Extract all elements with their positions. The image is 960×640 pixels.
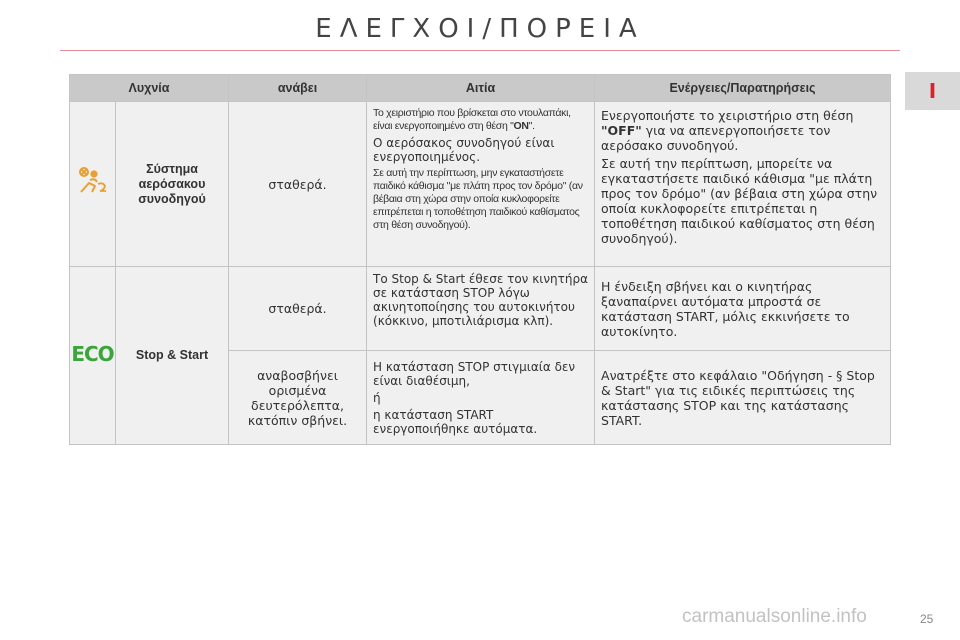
cause-stop-start-flashing: Η κατάσταση STOP στιγμιαία δεν είναι διαθέσιμη, ή η κατάσταση START ενεργοποιήθηκε αυτόματα.	[367, 351, 595, 445]
passenger-airbag-off-icon	[77, 166, 109, 198]
lamp-name-stop-start: Stop & Start	[116, 267, 229, 445]
action-airbag-child-seat: Σε αυτή την περίπτωση, μπορείτε να εγκαταστήσετε παιδικό κάθισμα "με πλάτη προς τον δρόμο" (αν βέβαια στη χώρα στην οποία κυκλοφορείτε επιτρέπεται η τοποθέτηση παιδικού καθίσματος στη θέση συνοδηγού).	[601, 156, 878, 246]
lights-stop-start-steady: σταθερά.	[229, 267, 367, 351]
title-divider	[60, 50, 900, 51]
airbag-icon-cell	[70, 102, 116, 267]
column-header-action: Ενέργειες/Παρατηρήσεις	[595, 75, 891, 102]
cause-airbag-switch: Το χειριστήριο που βρίσκεται στο ντουλαπάκι, είναι ενεργοποιημένο στη θέση "ON".	[373, 107, 571, 132]
table-header-row	[70, 75, 891, 102]
column-header-lights: ανάβει	[229, 75, 367, 102]
action-stop-start-steady: Η ένδειξη σβήνει και ο κινητήρας ξαναπαίρνει αυτόματα μπροστά σε κατάσταση START, μόλις εκκινήσετε το αυτοκίνητο.	[595, 267, 891, 351]
action-airbag-deactivate: Ενεργοποιήστε το χειριστήριο στη θέση "OFF" για να απενεργοποιήσετε τον αερόσακο συνοδηγού.	[601, 108, 854, 153]
action-stop-start-flashing: Ανατρέξτε στο κεφάλαιο "Οδήγηση - § Stop & Start" για τις ειδικές περιπτώσεις της κατάστασης STOP και της κατάστασης START.	[595, 351, 891, 445]
lamp-name-airbag: Σύστημα αερόσακου συνοδηγού	[116, 102, 229, 267]
table-row-airbag	[70, 102, 891, 267]
column-header-cause: Αιτία	[367, 75, 595, 102]
eco-icon: ECO	[71, 341, 114, 366]
table-row-stop-start-1	[70, 267, 891, 351]
lights-airbag: σταθερά.	[229, 102, 367, 267]
page-number: 25	[920, 612, 934, 626]
section-tab[interactable]: I	[905, 72, 960, 110]
cause-airbag-active: Ο αερόσακος συνοδηγού είναι ενεργοποιημένος.	[373, 136, 555, 164]
eco-icon-cell	[70, 267, 116, 445]
cause-airbag	[367, 102, 595, 267]
watermark: carmanualsonline.info	[682, 606, 867, 627]
cause-stop-start-steady: Το Stop & Start έθεσε τον κινητήρα σε κατάσταση STOP λόγω ακινητοποίησης του αυτοκινήτου (κόκκινο, μποτιλιάρισμα κλπ).	[367, 267, 595, 351]
warning-lights-table	[69, 74, 891, 445]
cause-airbag-warning: Σε αυτή την περίπτωση, μην εγκαταστήσετε παιδικό κάθισμα "με πλάτη προς τον δρόμο" (αν βέβαια στη χώρα στην οποία κυκλοφορείτε επιτρέπεται η τοποθέτηση παιδικού καθίσματος στη θέση συνοδηγού).	[373, 167, 583, 231]
action-airbag	[595, 102, 891, 267]
page-title: ΕΛΕΓΧΟΙ/ΠΟΡΕΙΑ	[315, 14, 645, 44]
lights-stop-start-flashing: αναβοσβήνει ορισμένα δευτερόλεπτα, κατόπιν σβήνει.	[229, 351, 367, 445]
column-header-lamp: Λυχνία	[70, 75, 229, 102]
